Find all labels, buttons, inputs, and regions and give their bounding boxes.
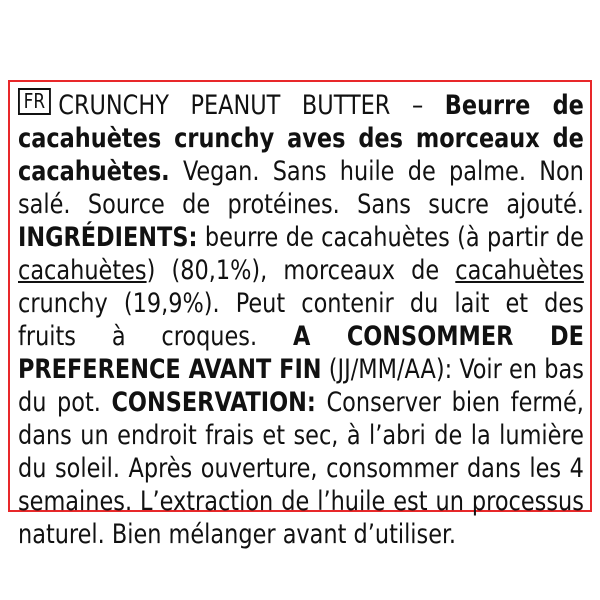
storage-heading: CONSERVATION:: [111, 387, 316, 418]
dash-separator: [390, 90, 412, 121]
best-before-heading: A CONSOMMER DE PREFERENCE AVANT FIN: [18, 321, 584, 385]
product-description: Beurre de cacahuètes crunchy aves des morceaux de cacahuètes.: [18, 90, 584, 187]
language-badge: FR: [18, 88, 51, 115]
ingredients-text-3: crunchy (19,9%). Peut contenir du lait et des fruits à croques.: [18, 288, 584, 352]
product-name: CRUNCHY PEANUT BUTTER: [58, 90, 391, 121]
ingredients-text-2: ) (80,1%), morceaux de: [146, 255, 456, 286]
ingredient-text-block: [18, 88, 584, 551]
label-content: [18, 88, 584, 551]
em-dash: –: [411, 90, 424, 121]
ingredients-heading: INGRÉDIENTS:: [18, 222, 198, 253]
ingredients-text-1: beurre de cacahuètes (à partir de: [197, 222, 584, 253]
product-claims: Vegan. Sans huile de palme. Non salé. Source de protéines. Sans sucre ajouté.: [18, 156, 584, 220]
storage-text: Conserver bien fermé, dans un endroit frais et sec, à l’abri de la lumière du soleil. Après ouverture, consommer dans les 4 semaines. L’extraction de l’huile est un processus naturel. Bien mélanger avant d’utiliser.: [18, 387, 584, 550]
allergen-peanuts-2: cacahuètes: [455, 255, 584, 286]
allergen-peanuts-1: cacahuètes: [18, 255, 147, 286]
best-before-text: (JJ/MM/AA): Voir en bas du pot.: [18, 354, 584, 418]
